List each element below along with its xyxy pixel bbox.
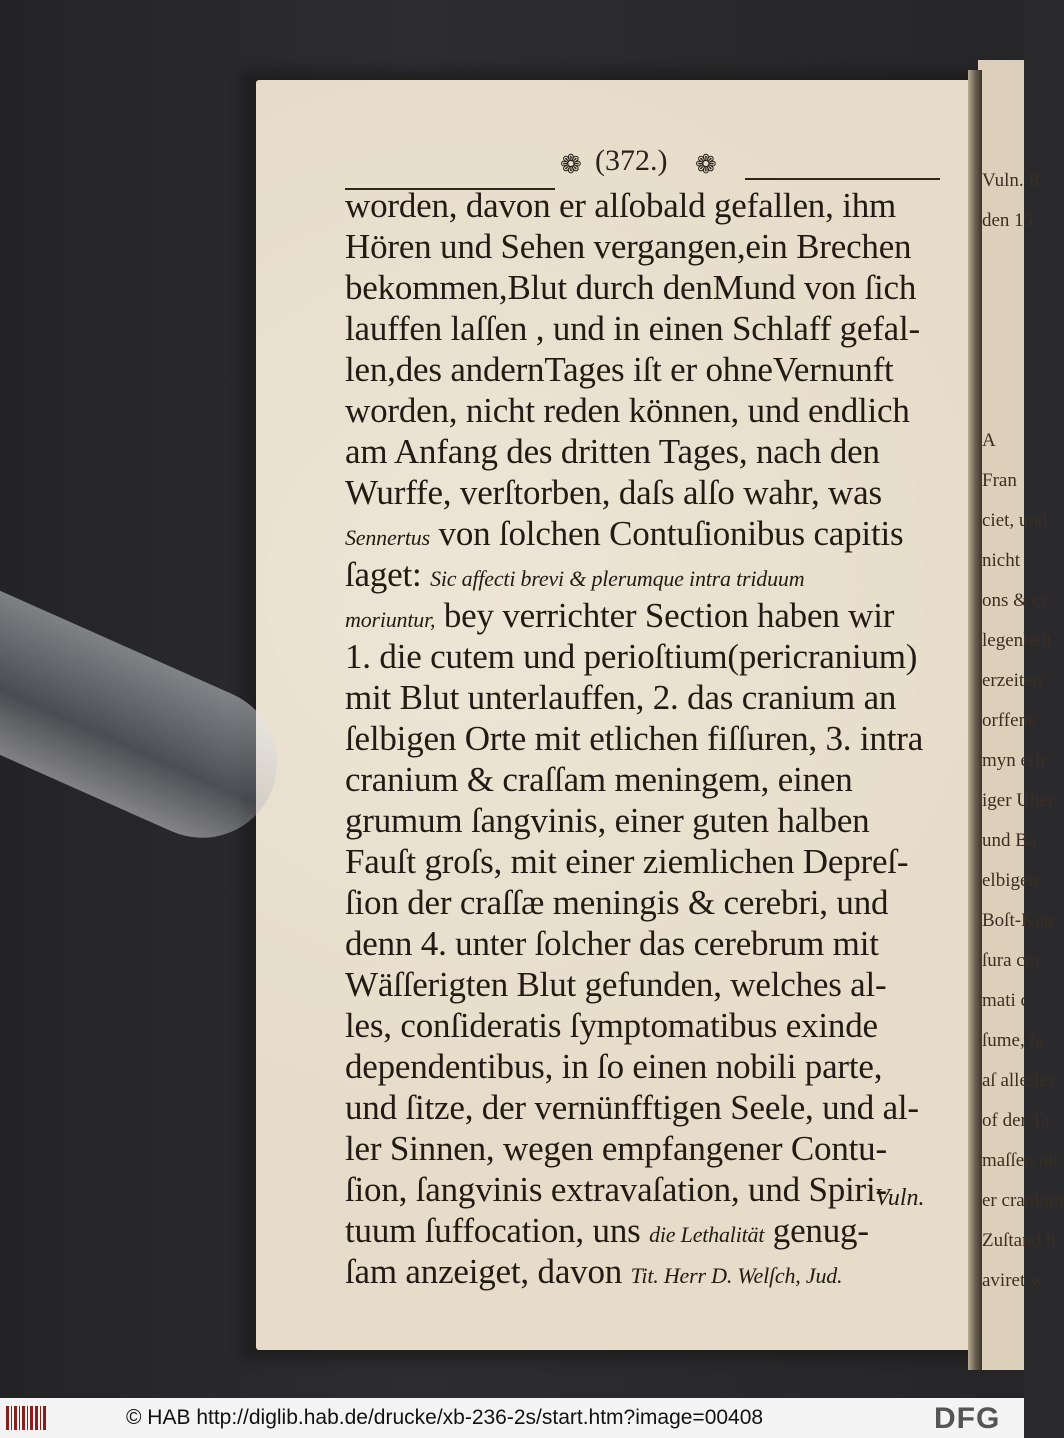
- facing-page-fragment: legenheit: [982, 630, 1052, 651]
- facing-page-fragment: iger Uber: [982, 790, 1055, 811]
- text-line: [345, 596, 894, 636]
- barcode-icon: [6, 1406, 50, 1430]
- footer-bar: [0, 1398, 1024, 1438]
- text-line: dependentibus, in ſo einen nobili parte,: [345, 1047, 883, 1086]
- author-name: Sennertus: [345, 525, 430, 550]
- facing-page-fragment: aviret w: [982, 1270, 1044, 1291]
- facing-page-fragment: Fran: [982, 470, 1017, 491]
- text-line: Wurffe, verſtorben, daſs alſo wahr, was: [345, 473, 882, 512]
- facing-page-fragment: aſ allerley: [982, 1070, 1058, 1091]
- ornament-left-icon: ❁: [560, 150, 582, 180]
- page-gutter: [968, 70, 982, 1370]
- facing-page-fragment: ſura cra: [982, 950, 1040, 971]
- facing-page-fragment: er cranium: [982, 1190, 1064, 1211]
- facing-page-fragment: A: [982, 430, 996, 451]
- text-line: [345, 555, 804, 595]
- facing-page-fragment: nicht: [982, 550, 1020, 571]
- facing-page-fragment: mati c: [982, 990, 1029, 1011]
- text-line: ſion der craſſæ meningis & cerebri, und: [345, 883, 889, 922]
- text-line: len,des andernTages iſt er ohneVernunft: [345, 350, 894, 389]
- facing-page-fragment: und Ba: [982, 830, 1037, 851]
- catchword: Vuln.: [875, 1185, 925, 1211]
- text-line: lauffen laſſen , und in einen Schlaff gefal-: [345, 309, 920, 348]
- facing-page-fragment: ons & cr: [982, 590, 1048, 611]
- text-line: ler Sinnen, wegen empfangener Contu-: [345, 1129, 887, 1168]
- text-line: grumum ſangvinis, einer guten halben: [345, 801, 870, 840]
- italic-citation: Tit. Herr D. Welſch, Jud.: [630, 1263, 843, 1288]
- facing-page-fragment: of der Ta: [982, 1110, 1050, 1131]
- text-span: ſam anzeiget, davon: [345, 1252, 631, 1291]
- text-line: ſion, ſangvinis extravaſation, und Spiri-: [345, 1170, 887, 1209]
- text-line: worden, nicht reden können, und endlich: [345, 391, 910, 430]
- text-span: ſaget:: [345, 555, 431, 594]
- text-line: denn 4. unter ſolcher das cerebrum mit: [345, 924, 879, 963]
- facing-page-fragment: orffene: [982, 710, 1037, 731]
- text-line: [345, 514, 903, 554]
- text-line: [345, 1211, 869, 1251]
- facing-page-fragment: ciet, und: [982, 510, 1048, 531]
- facing-page-edge: [978, 60, 1064, 1370]
- text-line: ſelbigen Orte mit etlichen fiſſuren, 3. intra: [345, 719, 924, 758]
- text-line: cranium & craſſam meningem, einen: [345, 760, 853, 799]
- page-header: [355, 144, 955, 186]
- copyright-link[interactable]: © HAB http://diglib.hab.de/drucke/xb-236-2s/start.htm?image=00408: [126, 1406, 764, 1429]
- text-line: [345, 1252, 842, 1292]
- text-line: Hören und Sehen vergangen,ein Brechen: [345, 227, 912, 266]
- page-number: (372.): [595, 144, 668, 177]
- text-line: am Anfang des dritten Tages, nach den: [345, 432, 880, 471]
- text-line: 1. die cutem und perioſtium(pericranium): [345, 637, 918, 676]
- text-span: bey verrichter Section haben wir: [435, 596, 895, 635]
- facing-page-fragment: myn erh: [982, 750, 1045, 771]
- facing-page-fragment: maſſen nic: [982, 1150, 1062, 1171]
- facing-page-fragment: elbigen: [982, 870, 1038, 891]
- facing-page-fragment: Zuſtand h: [982, 1230, 1056, 1251]
- latin-quote: Sic affecti brevi & plerumque intra triduum: [430, 566, 805, 591]
- facing-page-fragment: Vuln. R: [982, 170, 1042, 191]
- text-span: von ſolchen Contuſionibus capitis: [429, 514, 904, 553]
- text-line: worden, davon er alſobald gefallen, ihm: [345, 186, 897, 225]
- header-rule-right: [745, 178, 940, 180]
- latin-quote: moriuntur,: [345, 607, 436, 632]
- text-line: Fauſt groſs, mit einer ziemlichen Depreſ-: [345, 842, 909, 881]
- italic-term: die Lethalität: [649, 1222, 765, 1247]
- text-span: genug-: [764, 1211, 869, 1250]
- facing-page-fragment: Boſt-Kug: [982, 910, 1054, 931]
- facing-page-fragment: den 15: [982, 210, 1034, 231]
- ornament-right-icon: ❁: [695, 150, 717, 180]
- facing-page-fragment: erzeiten: [982, 670, 1043, 691]
- text-line: les, conſideratis ſymptomatibus exinde: [345, 1006, 878, 1045]
- facing-page-fragment: ſume, ſa: [982, 1030, 1044, 1051]
- text-line: und ſitze, der vernünfftigen Seele, und al-: [345, 1088, 919, 1127]
- text-span: tuum ſuffocation, uns: [345, 1211, 650, 1250]
- text-line: mit Blut unterlauffen, 2. das cranium an: [345, 678, 897, 717]
- text-line: bekommen,Blut durch denMund von ſich: [345, 268, 917, 307]
- dfg-logo: DFG: [934, 1402, 1001, 1435]
- text-line: Wäſſerigten Blut gefunden, welches al-: [345, 965, 887, 1004]
